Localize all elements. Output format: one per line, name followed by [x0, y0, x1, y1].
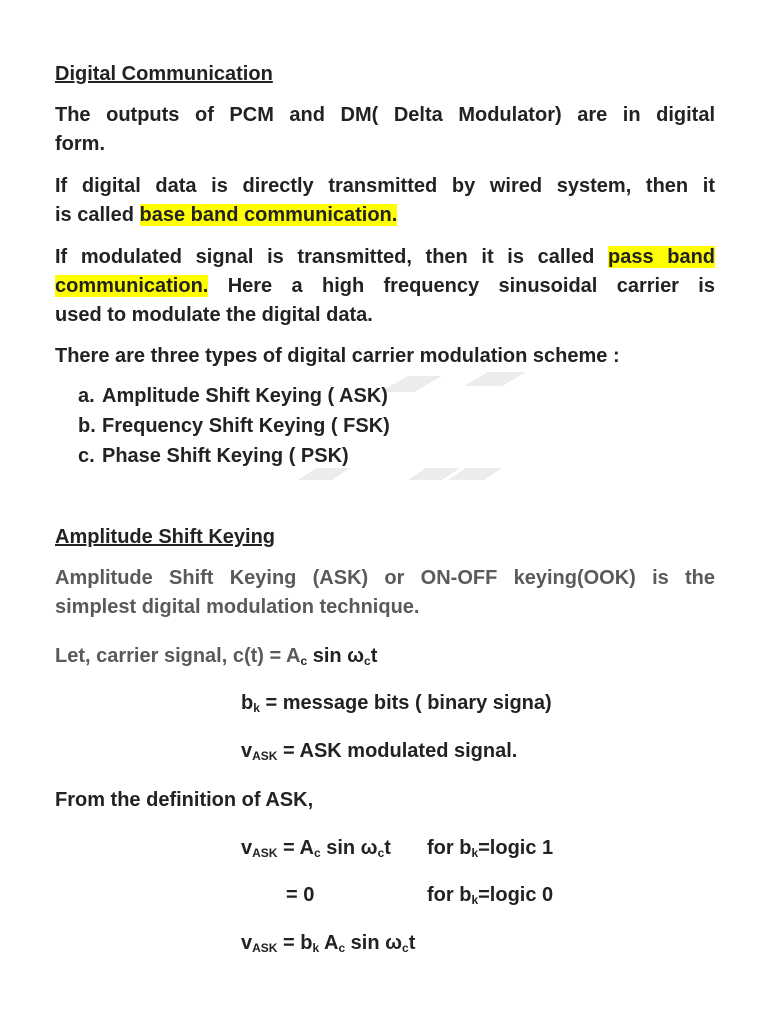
text-span: t: [384, 837, 391, 859]
bk-definition: [241, 689, 552, 718]
paragraph-line: [55, 243, 715, 272]
paragraph-line: Amplitude Shift Keying (ASK) or ON-OFF keying(OOK) is the: [55, 567, 715, 589]
ask-equation-logic1: [241, 834, 391, 863]
subscript: c: [338, 941, 346, 955]
subscript: c: [300, 654, 308, 668]
subscript: c: [364, 654, 371, 668]
ask-equation-general: [241, 929, 415, 958]
subscript: k: [471, 846, 479, 860]
list-marker: c.: [78, 445, 95, 467]
list-item: [78, 442, 349, 471]
text-span: t: [370, 645, 378, 667]
paragraph-line: From the definition of ASK,: [55, 789, 314, 811]
text-span: = A: [277, 837, 314, 859]
paragraph-line: [55, 272, 715, 301]
paragraph-line: There are three types of digital carrier modulation scheme :: [55, 345, 620, 367]
text-span: t: [408, 932, 416, 954]
section-heading-digital-communication: Digital Communication: [55, 63, 273, 85]
paragraph-line: If digital data is directly transmitted by wired system, then it: [55, 175, 715, 197]
text-span: sin ω: [307, 645, 365, 667]
text-span: sin ω: [345, 932, 403, 954]
ask-condition-logic1: [427, 834, 553, 863]
subscript: ASK: [252, 846, 278, 860]
text-span: =logic 1: [478, 837, 554, 859]
highlight-base-band: base band communication.: [139, 204, 398, 226]
list-marker: b.: [78, 415, 96, 437]
paragraph-line: used to modulate the digital data.: [55, 304, 373, 326]
text-span: A: [319, 932, 339, 954]
text-span: is called: [55, 204, 140, 226]
highlight-communication: communication.: [55, 275, 209, 297]
subscript: c: [402, 941, 409, 955]
list-item: [78, 382, 388, 411]
paragraph-line: The outputs of PCM and DM( Delta Modulator) are in digital: [55, 104, 715, 126]
subscript: ASK: [252, 749, 278, 763]
subscript: k: [471, 893, 479, 907]
subscript: c: [313, 846, 321, 860]
text-span: Here a high frequency sinusoidal carrier is: [208, 275, 715, 297]
paragraph-line: simplest digital modulation technique.: [55, 596, 420, 618]
ask-equation-logic0: = 0: [286, 884, 315, 906]
text-span: v: [241, 837, 253, 859]
text-span: =logic 0: [478, 884, 554, 906]
text-span: v: [241, 740, 253, 762]
subscript: c: [377, 846, 385, 860]
subscript: k: [312, 941, 320, 955]
list-item: [78, 412, 390, 441]
text-span: = ASK modulated signal.: [277, 740, 518, 762]
text-span: If modulated signal is transmitted, then it is called: [55, 246, 608, 268]
paragraph-line: form.: [55, 133, 105, 155]
carrier-equation: [55, 642, 715, 671]
text-span: = b: [277, 932, 313, 954]
text-span: Let, carrier signal, c(t) = A: [55, 645, 301, 667]
list-marker: a.: [78, 385, 95, 407]
subscript: k: [253, 701, 260, 715]
text-span: b: [241, 692, 254, 714]
text-span: = message bits ( binary signa): [259, 692, 552, 714]
text-span: for b: [427, 837, 472, 859]
vask-definition: [241, 737, 517, 766]
list-text: Frequency Shift Keying ( FSK): [102, 415, 390, 437]
section-heading-ask: Amplitude Shift Keying: [55, 526, 275, 548]
paragraph-line: [55, 201, 715, 230]
highlight-pass-band: pass band: [607, 246, 715, 268]
subscript: ASK: [252, 941, 278, 955]
ask-condition-logic0: [427, 881, 553, 910]
list-text: Phase Shift Keying ( PSK): [102, 445, 349, 467]
text-span: for b: [427, 884, 472, 906]
text-span: v: [241, 932, 253, 954]
text-span: sin ω: [320, 837, 378, 859]
list-text: Amplitude Shift Keying ( ASK): [102, 385, 388, 407]
